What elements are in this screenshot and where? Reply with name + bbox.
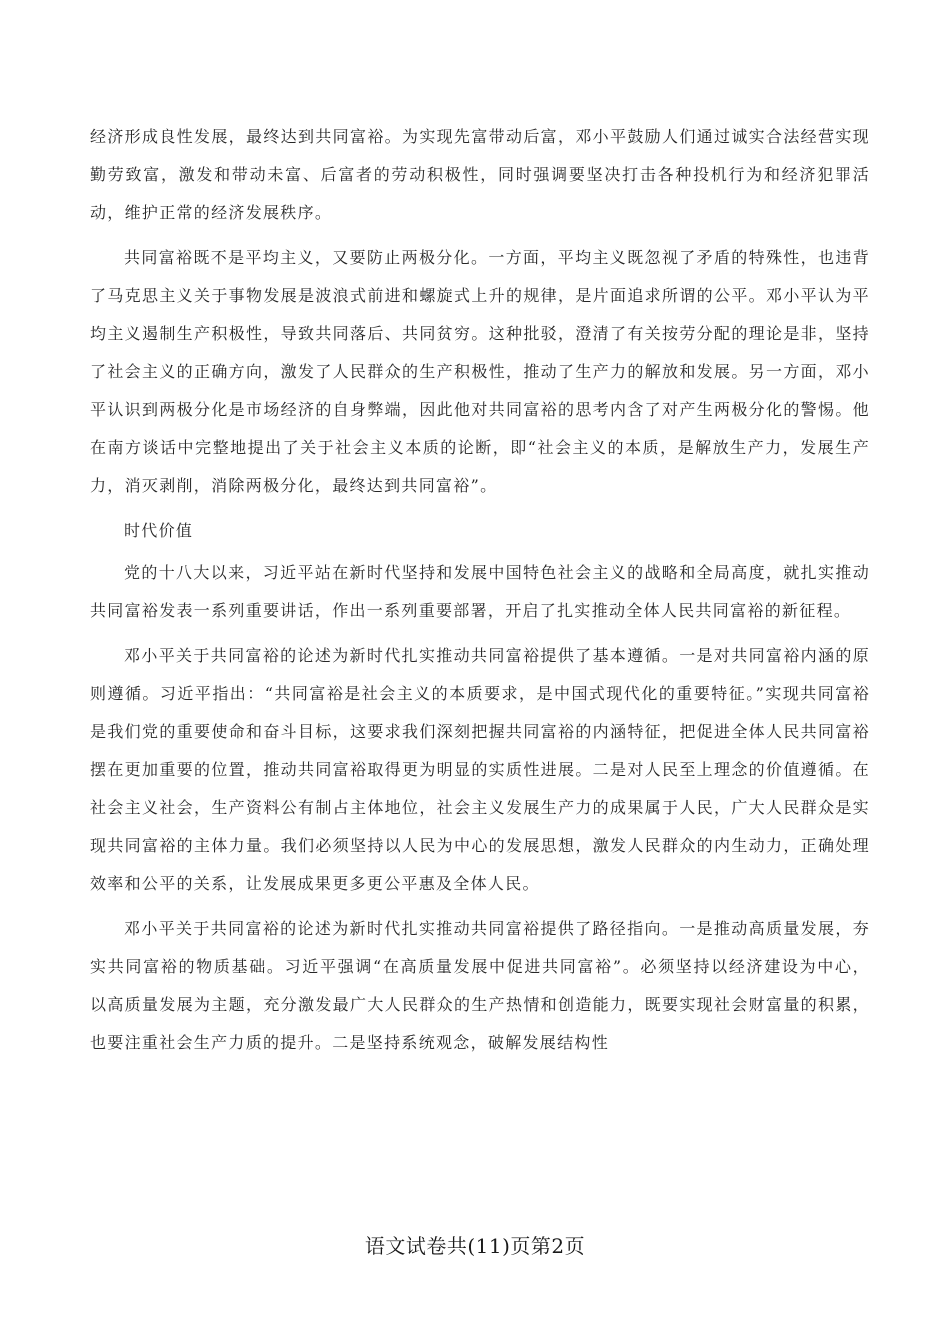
paragraph-eighteenth-congress: 党的十八大以来，习近平站在新时代坚持和发展中国特色社会主义的战略和全局高度，就扎实推动共同富裕发表一系列重要讲话，作出一系列重要部署，开启了扎实推动全体人民共同富裕的新征程。	[90, 563, 870, 620]
paragraph-path-direction: 邓小平关于共同富裕的论述为新时代扎实推动共同富裕提供了路径指向。一是推动高质量发展，夯实共同富裕的物质基础。习近平强调“在高质量发展中促进共同富裕”。必须坚持以经济建设为中心，以高质量发展为主题，充分激发最广大人民群众的生产热情和创造能力，既要实现社会财富量的积累，也要注重社会生产力质的提升。二是坚持系统观念，破解发展结构性	[90, 919, 870, 1052]
paragraph-equality-polarization: 共同富裕既不是平均主义，又要防止两极分化。一方面，平均主义既忽视了矛盾的特殊性，也违背了马克思主义关于事物发展是波浪式前进和螺旋式上升的规律，是片面追求所谓的公平。邓小平认为平均主义遏制生产积极性，导致共同落后、共同贫穷。这种批驳，澄清了有关按劳分配的理论是非，坚持了社会主义的正确方向，激发了人民群众的生产积极性，推动了生产力的解放和发展。另一方面，邓小平认识到两极分化是市场经济的自身弊端，因此他对共同富裕的思考内含了对产生两极分化的警惕。他在南方谈话中完整地提出了关于社会主义本质的论断，即“社会主义的本质，是解放生产力，发展生产力，消灭剥削，消除两极分化，最终达到共同富裕”。	[90, 248, 870, 495]
document-body	[90, 118, 870, 1062]
section-heading-era-value: 时代价值	[124, 521, 194, 540]
paragraph-basic-guidance: 邓小平关于共同富裕的论述为新时代扎实推动共同富裕提供了基本遵循。一是对共同富裕内涵的原则遵循。习近平指出：“共同富裕是社会主义的本质要求，是中国式现代化的重要特征。”实现共同富裕是我们党的重要使命和奋斗目标，这要求我们深刻把握共同富裕的内涵特征，把促进全体人民共同富裕摆在更加重要的位置，推动共同富裕取得更为明显的实质性进展。二是对人民至上理念的价值遵循。在社会主义社会，生产资料公有制占主体地位，社会主义发展生产力的成果属于人民，广大人民群众是实现共同富裕的主体力量。我们必须坚持以人民为中心的发展思想，激发人民群众的内生动力，正确处理效率和公平的关系，让发展成果更多更公平惠及全体人民。	[90, 646, 870, 893]
page-footer: 语文试卷共(11)页第2页	[364, 1234, 586, 1258]
paragraph-continuation: 经济形成良性发展，最终达到共同富裕。为实现先富带动后富，邓小平鼓励人们通过诚实合法经营实现勤劳致富，激发和带动未富、后富者的劳动积极性，同时强调要坚决打击各种投机行为和经济犯罪活动，维护正常的经济发展秩序。	[90, 127, 870, 222]
